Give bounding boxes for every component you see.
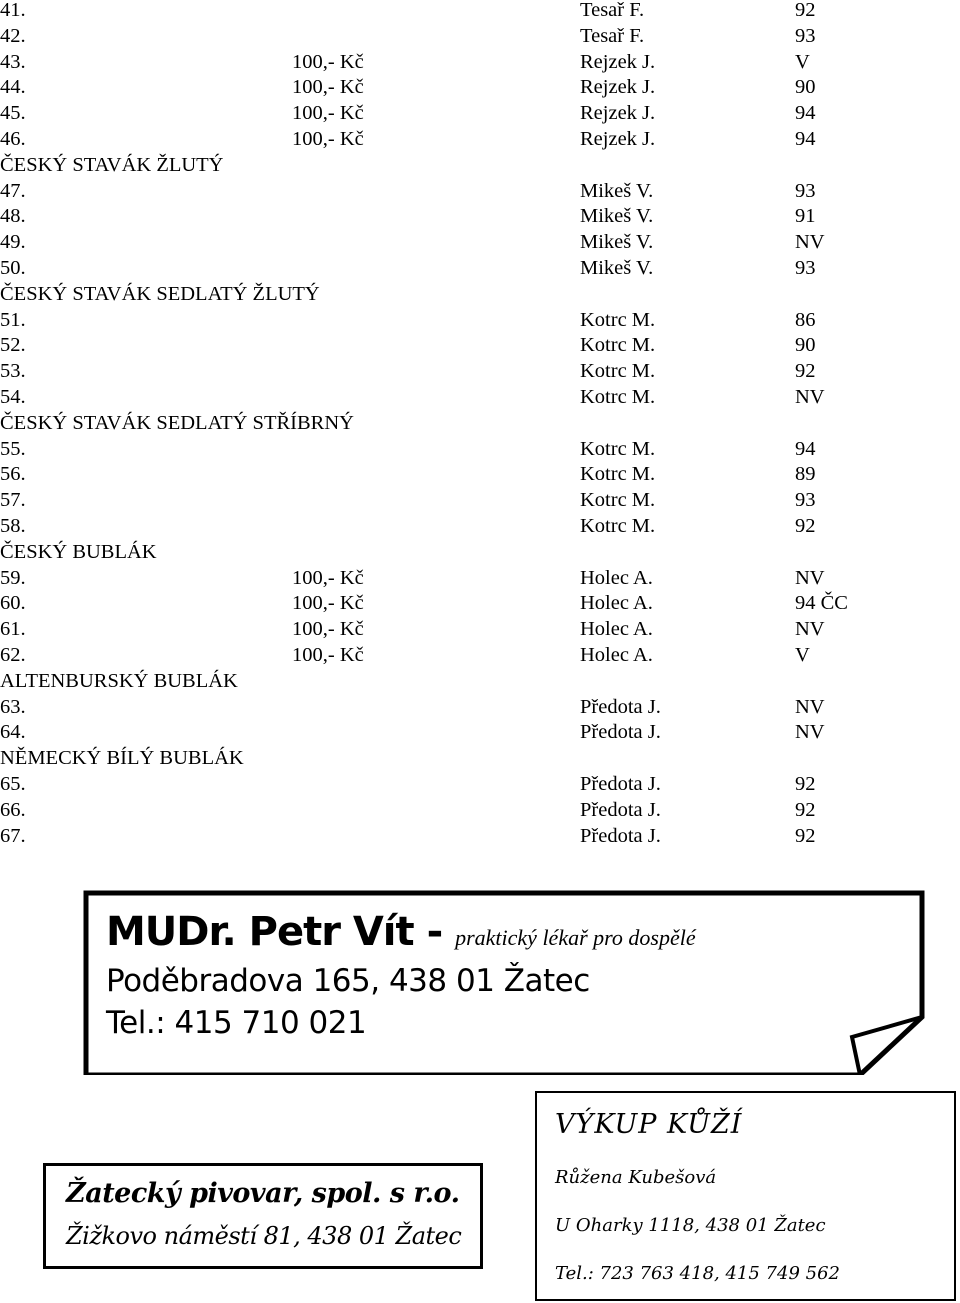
entry-number: 54. [0,386,26,408]
entry-breeder: Mikeš V. [580,180,654,202]
entry-score: 93 [795,257,816,279]
entry-row [0,203,900,229]
section-heading: NĚMECKÝ BÍLÝ BUBLÁK [0,747,244,769]
entry-price: 100,- Kč [292,592,364,614]
entry-breeder: Předota J. [580,721,661,743]
entry-row [0,771,900,797]
entry-breeder: Předota J. [580,799,661,821]
doctor-specialty: praktický lékař pro dospělé [455,925,696,950]
entry-row [0,823,900,849]
entry-score: 92 [795,0,816,21]
entry-score: 94 ČC [795,592,848,614]
entry-number: 59. [0,567,26,589]
entry-breeder: Rejzek J. [580,128,656,150]
entry-score: 94 [795,102,816,124]
entry-score: 92 [795,825,816,847]
section-heading: ČESKÝ BUBLÁK [0,541,157,563]
entry-score: 89 [795,463,816,485]
entry-score: 92 [795,799,816,821]
entry-score: NV [795,231,825,253]
entry-score: 92 [795,773,816,795]
entry-row [0,436,900,462]
entry-number: 44. [0,76,26,98]
entry-score: 93 [795,25,816,47]
entry-breeder: Rejzek J. [580,51,656,73]
entry-breeder: Tesař F. [580,25,645,47]
entry-number: 67. [0,825,26,847]
entry-number: 42. [0,25,26,47]
doctor-heading [106,909,696,955]
brewery-address: Žižkovo náměstí 81, 438 01 Žatec [66,1222,462,1250]
entry-row [0,797,900,823]
entry-row [0,23,900,49]
entry-score: 91 [795,205,816,227]
entry-number: 46. [0,128,26,150]
brewery-advertisement [43,1163,483,1269]
entry-row [0,461,900,487]
entry-price: 100,- Kč [292,128,364,150]
entry-breeder: Holec A. [580,567,653,589]
entry-number: 61. [0,618,26,640]
section-heading: ČESKÝ STAVÁK SEDLATÝ ŽLUTÝ [0,283,320,305]
entry-breeder: Tesař F. [580,0,645,21]
entry-score: NV [795,618,825,640]
entry-number: 51. [0,309,26,331]
entry-score: NV [795,567,825,589]
doctor-advertisement [80,885,928,1075]
entry-number: 60. [0,592,26,614]
entry-row [0,719,900,745]
entry-breeder: Předota J. [580,773,661,795]
entry-row [0,0,900,23]
entry-breeder: Kotrc M. [580,309,656,331]
section-heading: ČESKÝ STAVÁK SEDLATÝ STŘÍBRNÝ [0,412,354,434]
doctor-name: MUDr. Petr Vít - [106,909,456,955]
entry-breeder: Mikeš V. [580,205,654,227]
entry-price: 100,- Kč [292,76,364,98]
entry-row [0,642,900,668]
entry-number: 58. [0,515,26,537]
entry-breeder: Holec A. [580,618,653,640]
entry-row [0,384,900,410]
entry-breeder: Mikeš V. [580,231,654,253]
entry-breeder: Kotrc M. [580,463,656,485]
entry-row [0,100,900,126]
section-heading: ČESKÝ STAVÁK ŽLUTÝ [0,154,224,176]
entry-breeder: Kotrc M. [580,438,656,460]
hides-advertisement [535,1091,956,1301]
entry-breeder: Rejzek J. [580,76,656,98]
entry-number: 48. [0,205,26,227]
entry-row [0,229,900,255]
entry-row [0,126,900,152]
entry-number: 43. [0,51,26,73]
entry-score: V [795,644,810,666]
entry-number: 63. [0,696,26,718]
entry-number: 65. [0,773,26,795]
entry-number: 62. [0,644,26,666]
entry-score: 94 [795,438,816,460]
entry-price: 100,- Kč [292,51,364,73]
entry-score: V [795,51,810,73]
entry-row [0,513,900,539]
entry-price: 100,- Kč [292,618,364,640]
entry-breeder: Kotrc M. [580,515,656,537]
entry-score: 90 [795,334,816,356]
entry-score: 93 [795,180,816,202]
entry-number: 49. [0,231,26,253]
entry-breeder: Rejzek J. [580,102,656,124]
entry-breeder: Kotrc M. [580,334,656,356]
entry-number: 47. [0,180,26,202]
entry-row [0,694,900,720]
entry-row [0,616,900,642]
entry-breeder: Předota J. [580,696,661,718]
entry-number: 66. [0,799,26,821]
section-heading: ALTENBURSKÝ BUBLÁK [0,670,238,692]
entry-breeder: Kotrc M. [580,489,656,511]
entry-row [0,307,900,333]
entry-number: 57. [0,489,26,511]
entry-number: 55. [0,438,26,460]
entry-price: 100,- Kč [292,102,364,124]
entry-score: 86 [795,309,816,331]
entry-score: 92 [795,515,816,537]
entry-row [0,74,900,100]
hides-title: VÝKUP KŮŽÍ [555,1109,743,1140]
entry-row [0,49,900,75]
entry-row [0,487,900,513]
entry-breeder: Holec A. [580,644,653,666]
hides-address: U Oharky 1118, 438 01 Žatec [555,1215,826,1236]
brewery-name: Žatecký pivovar, spol. s r.o. [66,1178,460,1209]
entry-number: 56. [0,463,26,485]
doctor-phone: Tel.: 415 710 021 [106,1005,367,1041]
entry-breeder: Holec A. [580,592,653,614]
entry-number: 52. [0,334,26,356]
entry-row [0,358,900,384]
entry-number: 41. [0,0,26,21]
entry-row [0,332,900,358]
entry-price: 100,- Kč [292,644,364,666]
hides-phone: Tel.: 723 763 418, 415 749 562 [555,1263,840,1284]
entry-number: 45. [0,102,26,124]
entry-number: 53. [0,360,26,382]
entry-score: NV [795,696,825,718]
entry-score: 94 [795,128,816,150]
doctor-address: Poděbradova 165, 438 01 Žatec [106,963,590,999]
hides-contact-name: Růžena Kubešová [555,1167,717,1188]
entry-number: 64. [0,721,26,743]
entry-score: NV [795,386,825,408]
entry-breeder: Předota J. [580,825,661,847]
entry-score: NV [795,721,825,743]
entry-breeder: Mikeš V. [580,257,654,279]
entry-row [0,565,900,591]
entry-breeder: Kotrc M. [580,386,656,408]
entry-row [0,178,900,204]
entry-row [0,590,900,616]
entry-score: 92 [795,360,816,382]
entry-score: 90 [795,76,816,98]
entry-row [0,255,900,281]
entry-price: 100,- Kč [292,567,364,589]
entry-score: 93 [795,489,816,511]
entry-number: 50. [0,257,26,279]
entry-breeder: Kotrc M. [580,360,656,382]
